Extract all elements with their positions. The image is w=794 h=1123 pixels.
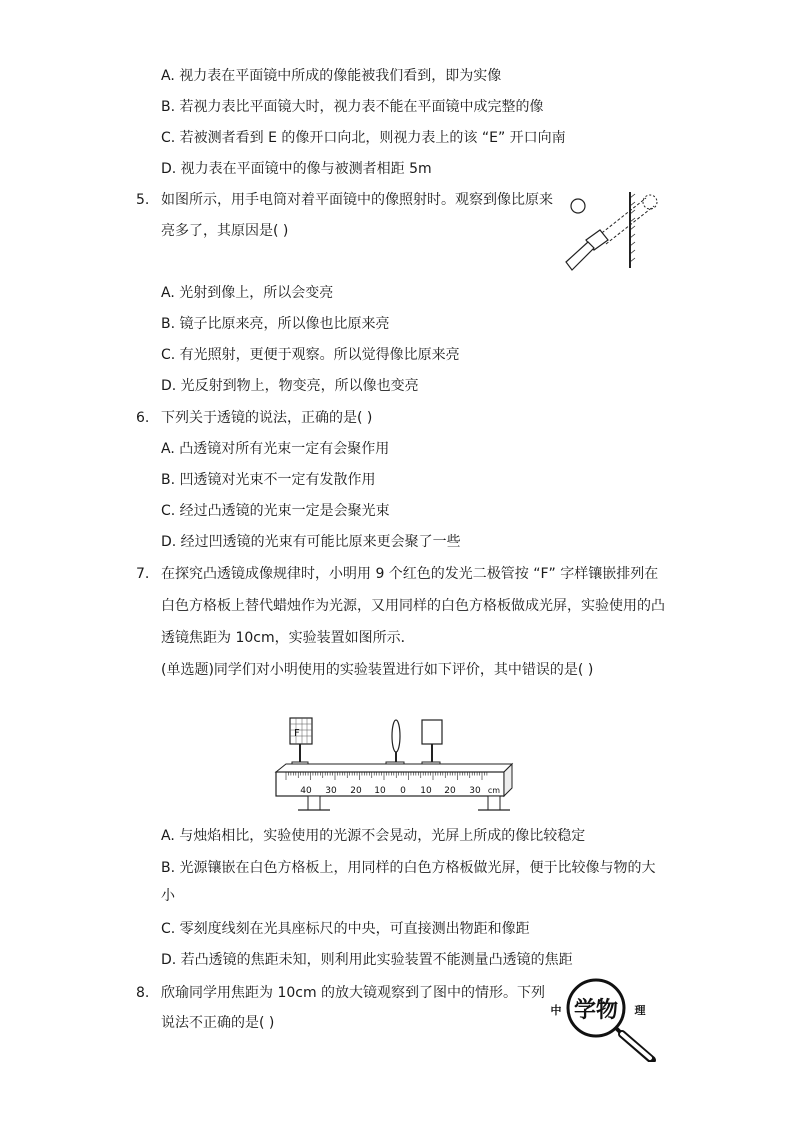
ruler-label: 10 — [420, 786, 432, 796]
lens-text-left: 中 — [550, 1004, 562, 1017]
q6-option-a: A. 凸透镜对所有光束一定有会聚作用 — [161, 441, 390, 457]
q4-option-d: D. 视力表在平面镜中的像与被测者相距 5m — [161, 161, 432, 177]
q7-optical-bench-figure — [272, 712, 518, 816]
q6-number: 6. — [136, 410, 150, 426]
q6-option-d: D. 经过凹透镜的光束有可能比原来更会聚了一些 — [161, 534, 461, 550]
q7-option-d: D. 若凸透镜的焦距未知，则利用此实验装置不能测量凸透镜的焦距 — [161, 952, 573, 968]
ruler-label: 20 — [350, 786, 362, 796]
q5-number: 5. — [136, 192, 150, 208]
q6-stem: 下列关于透镜的说法，正确的是( ) — [161, 410, 373, 426]
lens-text-right: 理 — [634, 1004, 646, 1017]
q7-number: 7. — [136, 566, 150, 582]
image-ball-icon — [643, 195, 657, 209]
q5-option-d: D. 光反射到物上，物变亮，所以像也变亮 — [161, 378, 419, 394]
q4-option-a: A. 视力表在平面镜中所成的像能被我们看到，即为实像 — [161, 68, 502, 84]
q6-option-c: C. 经过凸透镜的光束一定是会聚光束 — [161, 503, 390, 519]
ruler-label: 20 — [444, 786, 456, 796]
flashlight-body-icon — [566, 242, 594, 270]
q7-stem-line1: 在探究凸透镜成像规律时，小明用 9 个红色的发光二极管按 “F” 字样镶嵌排列在 — [161, 566, 659, 582]
q8-number: 8. — [136, 985, 150, 1001]
convex-lens-icon — [392, 720, 400, 752]
q8-stem-line2: 说法不正确的是( ) — [161, 1015, 275, 1031]
object-ball-icon — [571, 199, 585, 213]
q7-option-a: A. 与烛焰相比，实验使用的光源不会晃动，光屏上所成的像比较稳定 — [161, 828, 586, 844]
q5-flashlight-mirror-figure — [558, 190, 662, 276]
q7-option-c: C. 零刻度线刻在光具座标尺的中央，可直接测出物距和像距 — [161, 921, 530, 937]
ruler-label: 10 — [374, 786, 386, 796]
ruler-label: 0 — [400, 786, 406, 796]
q5-option-a: A. 光射到像上，所以会变亮 — [161, 285, 334, 301]
q5-option-c: C. 有光照射，更便于观察。所以觉得像比原来亮 — [161, 347, 460, 363]
light-screen-icon — [422, 720, 442, 744]
q4-option-c: C. 若被测者看到 E 的像开口向北，则视力表上的该 “E” 开口向南 — [161, 130, 566, 146]
q4-option-b: B. 若视力表比平面镜大时，视力表不能在平面镜中成完整的像 — [161, 99, 544, 115]
q6-option-b: B. 凹透镜对光束不一定有发散作用 — [161, 472, 376, 488]
svg-text:F: F — [294, 728, 300, 739]
ruler-label: 30 — [325, 786, 337, 796]
ruler-label: 40 — [300, 786, 312, 796]
q5-stem-line1: 如图所示，用手电筒对着平面镜中的像照射时。观察到像比原来 — [161, 192, 553, 208]
q7-stem-line2: 白色方格板上替代蜡烛作为光源，又用同样的白色方格板做成光屏，实验使用的凸 — [161, 598, 665, 614]
q5-stem-line2: 亮多了，其原因是( ) — [161, 223, 289, 239]
q7-option-b-cont: 小 — [161, 888, 175, 904]
q8-stem-line1: 欣瑜同学用焦距为 10cm 的放大镜观察到了图中的情形。下列 — [161, 985, 546, 1001]
q5-option-b: B. 镜子比原来亮，所以像也比原来亮 — [161, 316, 390, 332]
q7-subquestion: (单选题)同学们对小明使用的实验装置进行如下评价，其中错误的是( ) — [161, 662, 594, 678]
q7-option-b: B. 光源镶嵌在白色方格板上，用同样的白色方格板做光屏，便于比较像与物的大 — [161, 860, 656, 876]
ruler-label: 30 — [469, 786, 481, 796]
lens-text-main: 学物 — [573, 998, 619, 1023]
ruler-unit: cm — [487, 786, 501, 795]
q7-stem-line3: 透镜焦距为 10cm，实验装置如图所示． — [161, 630, 415, 646]
q8-magnifier-figure — [544, 976, 660, 1062]
